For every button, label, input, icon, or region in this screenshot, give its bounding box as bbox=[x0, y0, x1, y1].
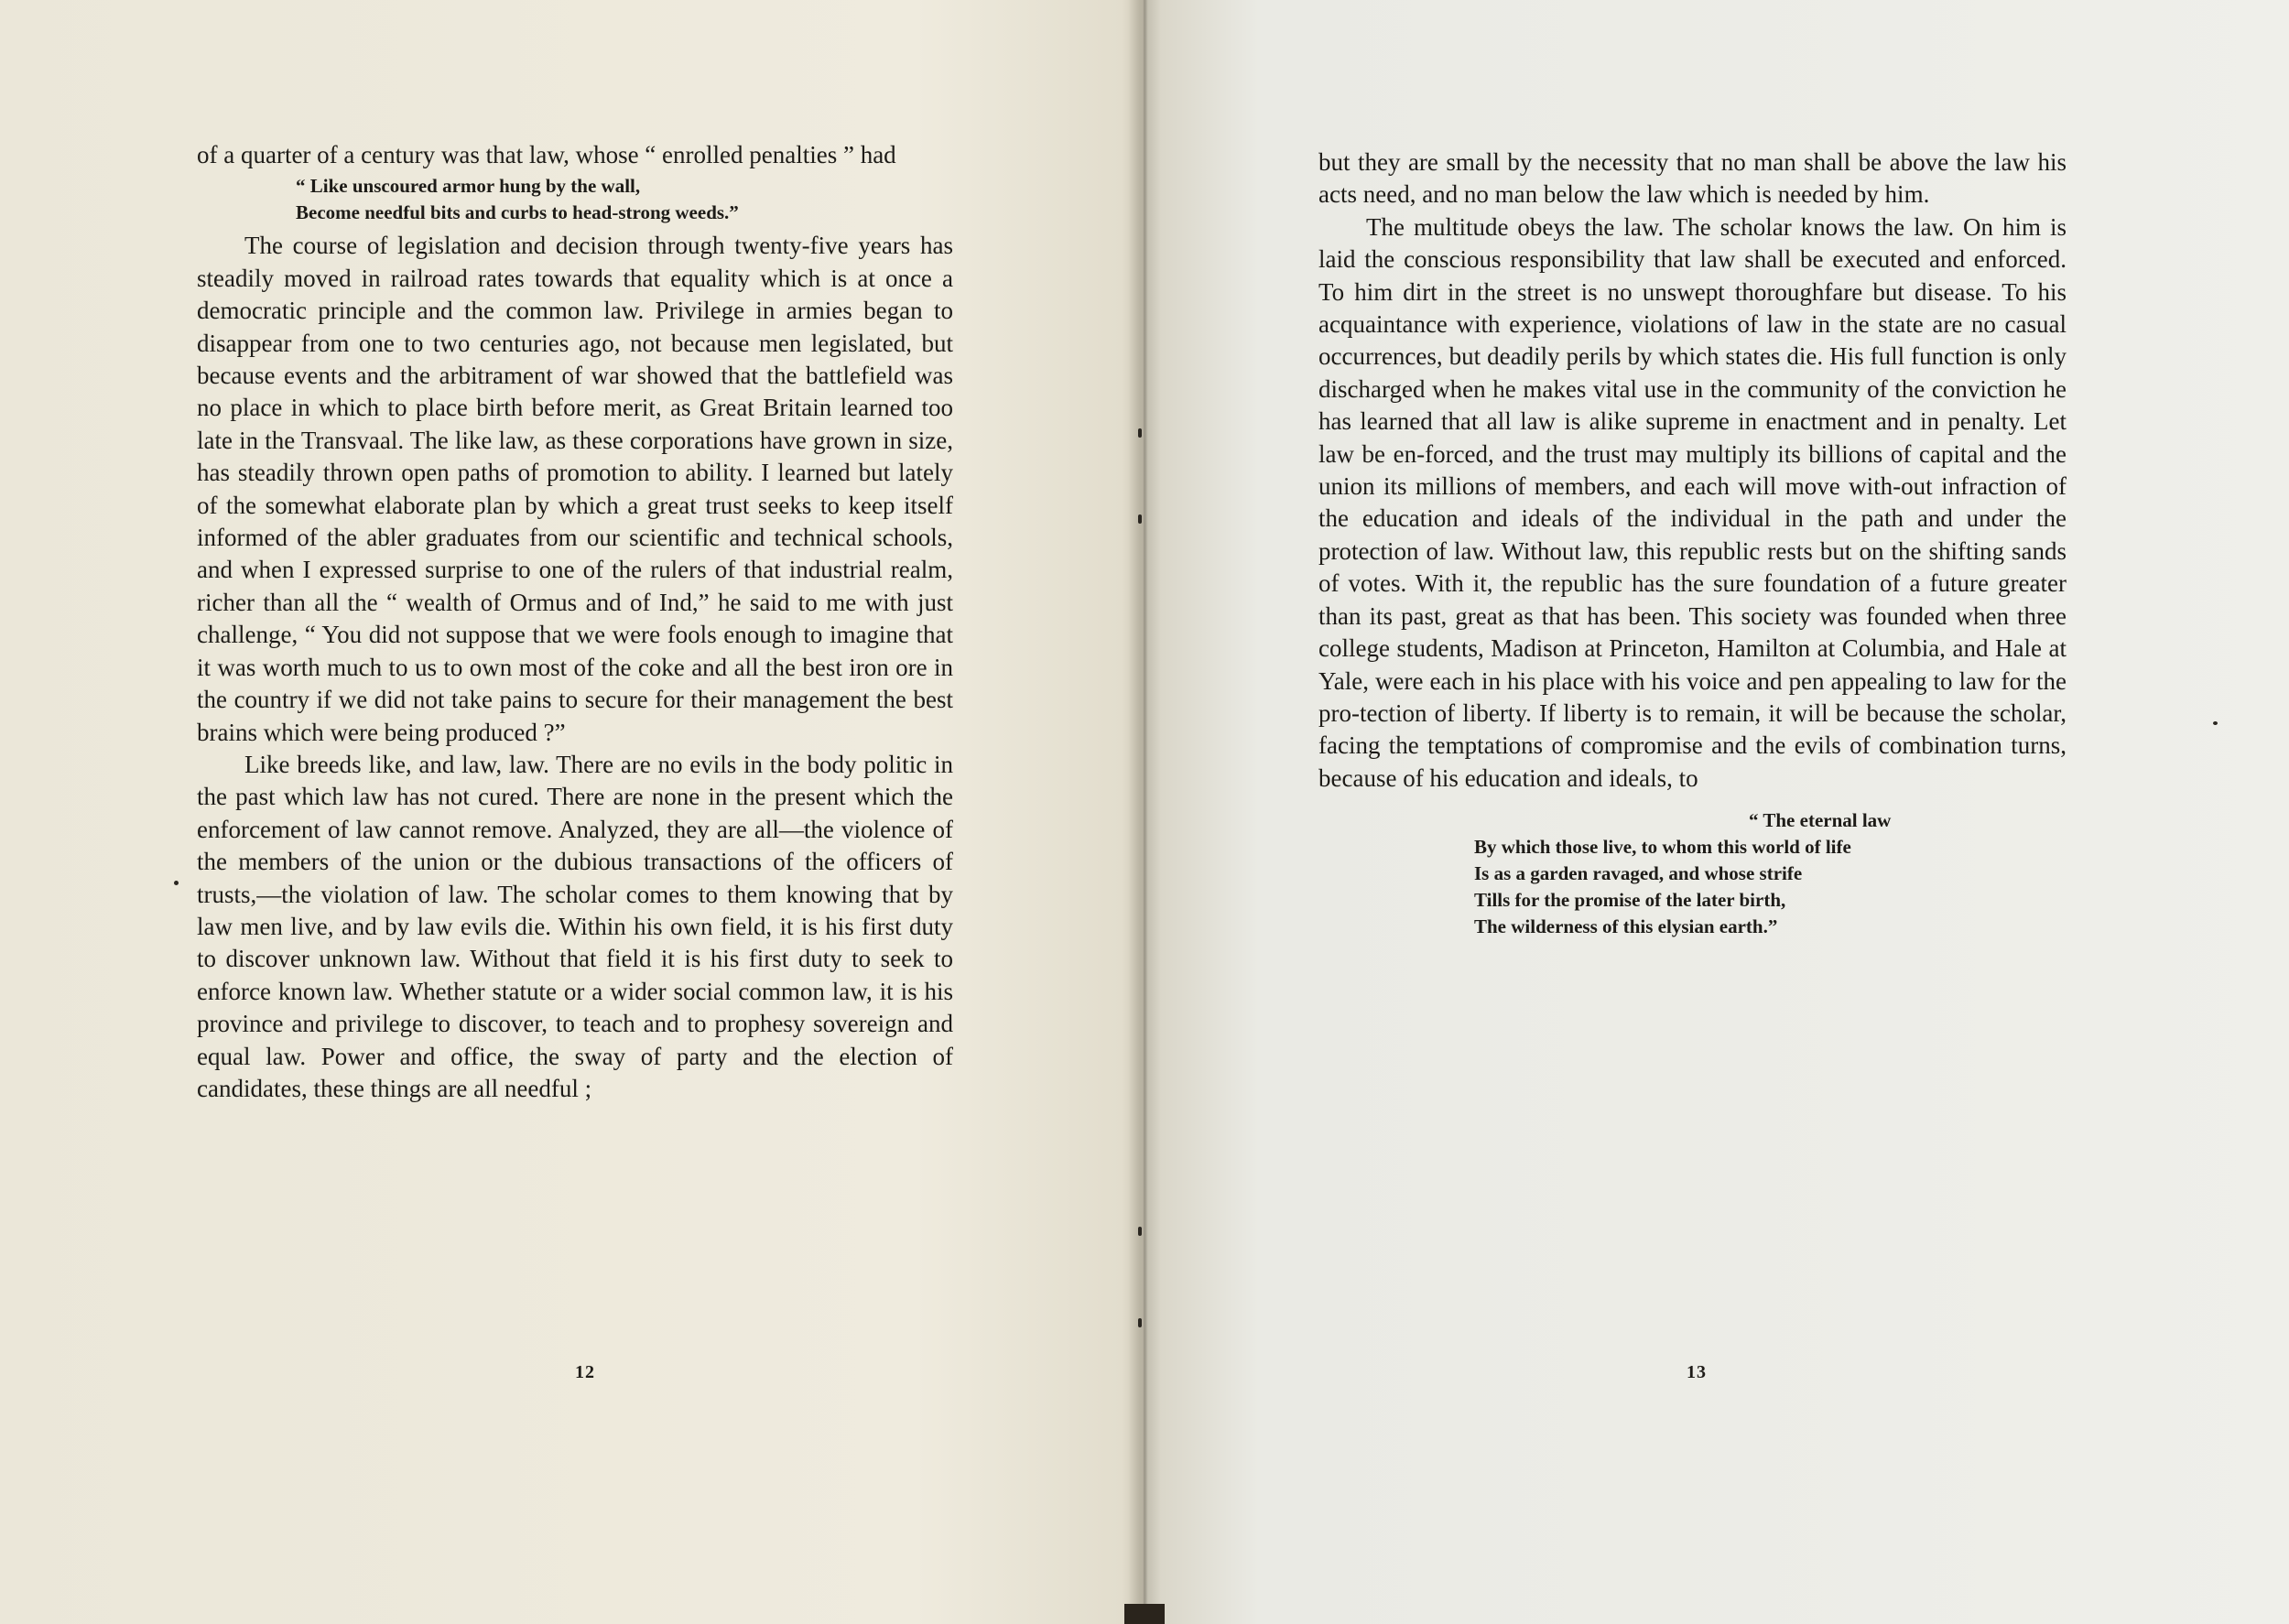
right-verse bbox=[1318, 807, 2067, 940]
left-text-block bbox=[197, 139, 953, 1105]
right-page-number: 13 bbox=[1687, 1362, 1707, 1382]
right-verse-line-4: Tills for the promise of the later birth, bbox=[1474, 889, 1786, 912]
margin-speck bbox=[2213, 721, 2218, 725]
left-page bbox=[0, 0, 1135, 1624]
left-verse-line-1: “ Like unscoured armor hung by the wall, bbox=[296, 175, 641, 198]
left-verse bbox=[197, 173, 953, 226]
right-page bbox=[1144, 0, 2289, 1624]
left-paragraph-1: The course of legislation and decision through twenty-five years has steadily moved in railroad rates towards that equality which is at once a democratic principle and the common law. Privilege in armies began to disappear from one to two centuries ago, not because men legislated, but because events and the arbitrament of war showed that the battlefield was no place in which to place birth before merit, as Great Britain learned too late in the Transvaal. The like law, as these corporations have grown in size, has steadily thrown open paths of promotion to ability. I learned but lately of the somewhat elaborate plan by which a great trust seeks to keep itself informed of the abler graduates from our scientific and technical schools, and when I expressed surprise to one of the rulers of that industrial realm, richer than all the “ wealth of Ormus and of Ind,” he said to me with just challenge, “ You did not suppose that we were fools enough to imagine that it was worth much to us to own most of the coke and all the best iron ore in the country if we did not take pains to secure for their management the best brains which were being produced ?” bbox=[197, 232, 953, 746]
left-page-number: 12 bbox=[575, 1362, 595, 1382]
right-opening-lines: but they are small by the necessity that no man shall be above the law his acts need, and no man below the law which is needed by him. bbox=[1318, 148, 2067, 209]
binding-thread-mark bbox=[1138, 428, 1142, 438]
right-text-block bbox=[1318, 146, 2067, 944]
margin-speck bbox=[174, 881, 179, 885]
binding-thread-mark bbox=[1138, 1318, 1142, 1327]
left-paragraph-2: Like breeds like, and law, law. There are no evils in the body politic in the past which law has not cured. There are none in the present which the enforcement of law cannot remove. Analyzed, they are all—the violence of the members of the union or the dubious transactions of the officers of trusts,—the violation of law. The scholar comes to them knowing that by law men live, and by law evils die. Within his own field, it is his first duty to discover unknown law. Without that field it is his first duty to seek to enforce known law. Whether statute or a wider social common law, it is his province and privilege to discover, to teach and to prophesy sovereign and equal law. Power and office, the sway of party and the election of candidates, these things are all needful ; bbox=[197, 750, 953, 1102]
left-verse-line-2: Become needful bits and curbs to head-strong weeds.” bbox=[296, 201, 739, 224]
binding-thread-mark bbox=[1138, 1227, 1142, 1236]
book-gutter bbox=[1128, 0, 1161, 1624]
right-verse-line-1: “ The eternal law bbox=[1749, 809, 1892, 832]
spine-bottom-edge bbox=[1124, 1604, 1165, 1624]
binding-thread-mark bbox=[1138, 514, 1142, 524]
right-verse-line-5: The wilderness of this elysian earth.” bbox=[1474, 915, 1778, 938]
right-verse-line-3: Is as a garden ravaged, and whose strife bbox=[1474, 862, 1803, 885]
left-opening-lines: of a quarter of a century was that law, whose “ enrolled penalties ” had bbox=[197, 141, 896, 168]
right-verse-line-2: By which those live, to whom this world of life bbox=[1474, 836, 1851, 859]
right-paragraph-1: The multitude obeys the law. The scholar knows the law. On him is laid the conscious responsibility that law shall be executed and enforced. To him dirt in the street is no unswept thoroughfare but disease. To his acquaintance with experience, violations of law in the state are no casual occurrences, but deadily perils by which states die. His full function is only discharged when he makes vital use in the community of the conviction he has learned that all law is alike supreme in enactment and in penalty. Let law be en-forced, and the trust may multiply its billions of capital and the union its millions of members, and each will move with-out infraction of the education and ideals of the individual in the path and under the protection of law. Without law, this republic rests but on the shifting sands of votes. With it, the republic has the sure foundation of a future greater than its past, great as that has been. This society was founded when three college students, Madison at Princeton, Hamilton at Columbia, and Hale at Yale, were each in his place with his voice and pen appealing to law for the pro-tection of liberty. If liberty is to remain, it will be because the scholar, facing the temptations of compromise and the evils of combination turns, because of his education and ideals, to bbox=[1318, 212, 2067, 792]
